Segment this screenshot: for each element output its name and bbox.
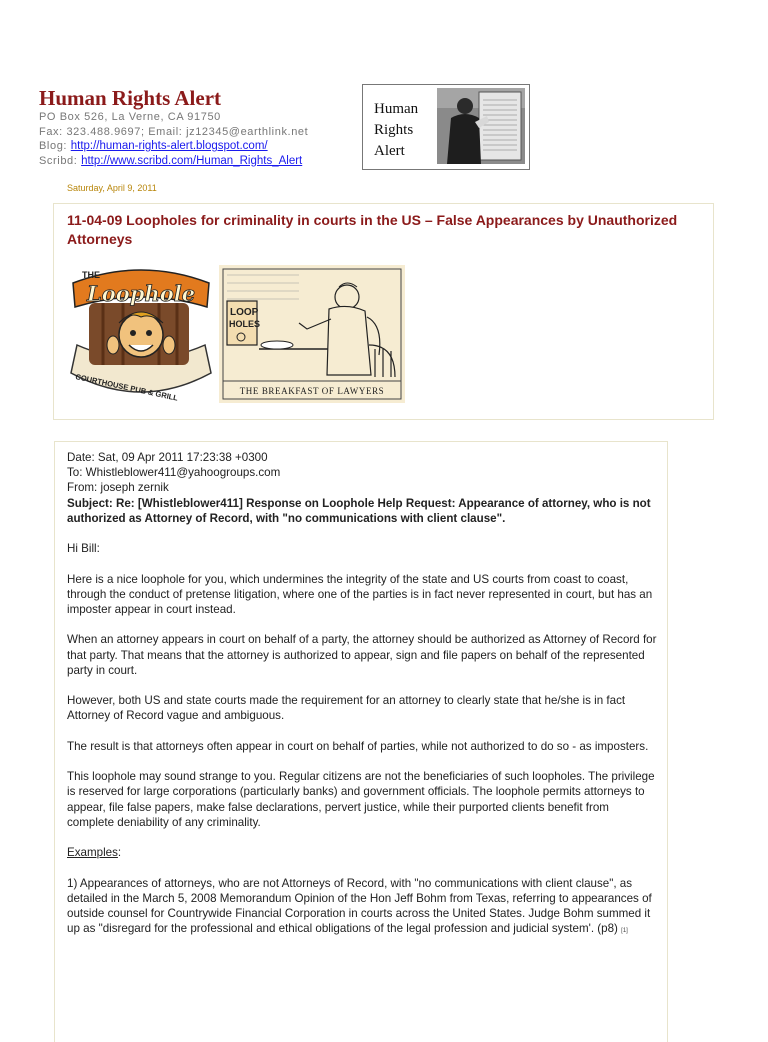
logo-line-1: Human (374, 101, 419, 117)
cereal-box-text-1: LOOP (230, 307, 259, 318)
email-greeting: Hi Bill: (67, 542, 100, 556)
org-title: Human Rights Alert (39, 86, 222, 110)
scribd-label: Scribd: (39, 155, 78, 167)
cereal-box-text-2: HOLES (229, 319, 261, 329)
loophole-word-the: THE (82, 270, 100, 280)
email-paragraph-6-text: 1) Appearances of attorneys, who are not Attorneys of Record, with "no communications with client clause", as detailed in the March 5, 2008 Memorandum Opinion of the Hon Jeff Bohm from Texas, referring to appearances of outside counsel for Countrywide Financial Corporation in courts across the United States. Judge Bohm summed it up as "disregard for the professional and ethical obligations of the legal profession and judicial system'. (p8) (67, 876, 652, 936)
email-paragraph-6 (67, 876, 659, 940)
email-paragraph-4: The result is that attorneys often appear in court on behalf of parties, while not authorized to do so - as imposters. (67, 739, 649, 753)
scribd-line (39, 155, 302, 167)
logo-line-3: Alert (374, 143, 405, 159)
blog-link[interactable]: http://human-rights-alert.blogspot.com/ (70, 140, 268, 152)
examples-heading (67, 845, 659, 860)
breakfast-of-lawyers-cartoon-image (219, 265, 405, 403)
examples-colon: : (117, 846, 122, 860)
blog-line (39, 140, 268, 152)
email-box (54, 441, 668, 1042)
fax-email-line: Fax: 323.488.9697; Email: jz12345@earthlink.net (39, 126, 309, 138)
examples-label: Examples (67, 846, 118, 860)
logo-box (362, 84, 530, 170)
scribd-link[interactable]: http://www.scribd.com/Human_Rights_Alert (81, 155, 303, 167)
cartoon-caption: THE BREAKFAST OF LAWYERS (239, 386, 385, 396)
address-line: PO Box 526, La Verne, CA 91750 (39, 111, 221, 123)
email-paragraph-1: Here is a nice loophole for you, which undermines the integrity of the state and US courts from coast to coast, through the conduct of pretense litigation, where one of the parties is in fact never represented in court, but has an imposter appear in court instead. (67, 572, 653, 616)
post-title[interactable]: 11-04-09 Loopholes for criminality in courts in the US – False Appearances by Unauthorized Attorneys (67, 212, 678, 247)
email-subject: Subject: Re: [Whistleblower411] Response on Loophole Help Request: Appearance of attorney, who is not authorized as Attorney of Record, with "no communications with client clause". (67, 496, 651, 525)
loophole-word: Loophole (87, 281, 196, 306)
post-date: Saturday, April 9, 2011 (67, 183, 157, 193)
footnote-ref-1[interactable]: [1] (621, 928, 628, 935)
logo-line-2: Rights (374, 122, 414, 138)
post-box (53, 203, 714, 420)
email-paragraph-3: However, both US and state courts made the requirement for an attorney to clearly state that he/she is in fact Attorney of Record vague and ambiguous. (67, 694, 626, 723)
loophole-caption: COURTHOUSE PUB & GRILL (74, 372, 179, 403)
email-from: From: joseph zernik (67, 481, 169, 495)
logo-text (374, 99, 418, 162)
loophole-pub-logo-image (67, 261, 215, 404)
email-date: Date: Sat, 09 Apr 2011 17:23:38 +0300 (67, 451, 268, 464)
email-paragraph-5: This loophole may sound strange to you. Regular citizens are not the beneficiaries of such loopholes. The privilege is reserved for large corporations (particularly banks) and government officials. The loophole permits attorneys to appear, file false papers, make false declarations, pervert justice, while their purported clients benefit from complete deniability of any criminality. (67, 770, 655, 829)
email-body (67, 450, 659, 955)
logo-photo-image (437, 88, 525, 164)
email-to: To: Whistleblower411@yahoogroups.com (67, 466, 281, 480)
blog-label: Blog: (39, 140, 68, 152)
email-paragraph-2: When an attorney appears in court on behalf of a party, the attorney should be authorized as Attorney of Record for that party. That means that the attorney is authorized to appear, sign and file papers on behalf of the represented party in court. (67, 633, 657, 677)
